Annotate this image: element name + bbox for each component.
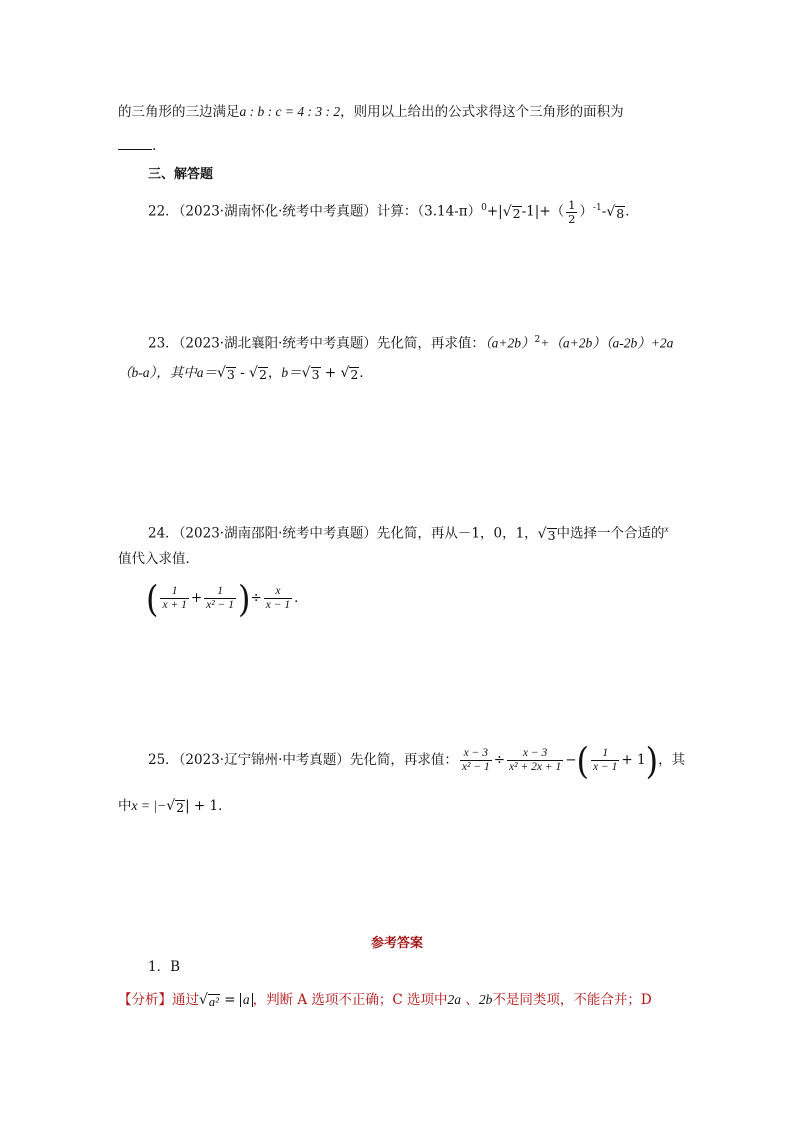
question-24-line2: 值代入求值． <box>118 551 199 567</box>
sqrt-a-squared: √ a² <box>199 992 219 1009</box>
sqrt-2: √ 2 <box>502 203 521 221</box>
abs-a: a <box>240 993 253 1007</box>
sqrt-2: √ 2 <box>340 365 359 382</box>
q21-tail-line <box>118 102 624 122</box>
question-25-line2: 中x = |− √ 2 | + 1． <box>118 798 232 815</box>
sqrt-8: √ 8 <box>606 203 625 221</box>
question-source: （2023·湖北襄阳·统考中考真题） <box>178 335 377 352</box>
answer-1: 1．B <box>148 959 181 975</box>
sqrt-3: √ 3 <box>301 365 320 382</box>
sqrt-3: √ 3 <box>217 365 235 382</box>
q21-text2: ，则用以上给出的公式求得这个三角形的面积为 <box>340 104 624 120</box>
question-24: 24．（2023·湖南邵阳·统考中考真题）先化简，再从－1，0，1， √ 3 中选择一个合适的$^x$ <box>148 524 669 543</box>
q21-answer-blank-line: . <box>118 136 156 156</box>
question-25: 25．（2023·辽宁锦州·中考真题）先化简，再求值： $\frac{x - 3}{\text{x² − 1}}$ ÷ $\frac{x - 3}{\text{x² + 2x + 1}}$ −( $\frac{1}{x - 1}$ + 1)，其 <box>148 738 686 783</box>
question-22: 22．（2023·湖南怀化·统考中考真题）计算：$(3.14-\pi)^0+|$ √ 2 -1|+（ $\frac{1}{2}$ ）$^{-1}$- √ 8 ． <box>148 197 639 226</box>
fraction: $\frac{x}{x - 1}$ <box>265 585 291 611</box>
fraction-half: $\frac{1}{2}$ <box>568 197 576 226</box>
fraction: $\frac{1}{x - 1}$ <box>593 747 618 773</box>
fraction: $\frac{1}{x + 1}$ <box>162 585 187 611</box>
fraction: $\frac{x - 3}{\text{x² − 1}}$ <box>461 747 490 773</box>
fraction: $\frac{1}{\text{x² − 1}}$ <box>206 585 234 611</box>
question-source: （2023·湖南邵阳·统考中考真题） <box>178 525 377 542</box>
analysis-line: 【分析】通过 √ a² = a ，判断 A 选项不正确；C 选项中2a 、2b不是同类项，不能合并；D <box>118 992 652 1009</box>
fraction: $\frac{x - 3}{\text{x² + 2x + 1}}$ <box>509 747 562 773</box>
q21-text: 的三角形的三边满足 <box>118 104 240 120</box>
sqrt-2: √ 2 <box>249 365 267 382</box>
side-ratio: a : b : c = 4 : 3 : 2 <box>239 104 341 119</box>
sqrt-2: √ 2 <box>166 798 185 815</box>
question-24-expression: ( $\frac{1}{x + 1}$ + $\frac{1}{\text{x² − 1}}$ )÷ $\frac{x}{x - 1}$ ． <box>146 576 308 621</box>
question-23: 23．（2023·湖北襄阳·统考中考真题）先化简，再求值：$(a+2b)^2+(a+2b)(a-2b)+2a$ <box>148 335 674 352</box>
answer-blank <box>118 137 152 150</box>
analysis-tag: 【分析】 <box>118 992 172 1008</box>
question-23-line2: （b-a），其中a＝ √ 3 - √ 2 ，b＝ √ 3 + √ 2 ． <box>118 365 373 382</box>
question-source: （2023·湖南怀化·统考中考真题） <box>178 203 377 220</box>
section-title: 三、解答题 <box>148 167 214 182</box>
question-source: （2023·辽宁锦州·中考真题） <box>178 752 350 768</box>
answers-title: 参考答案 <box>370 936 423 951</box>
sqrt-3: √ 3 <box>537 525 556 543</box>
